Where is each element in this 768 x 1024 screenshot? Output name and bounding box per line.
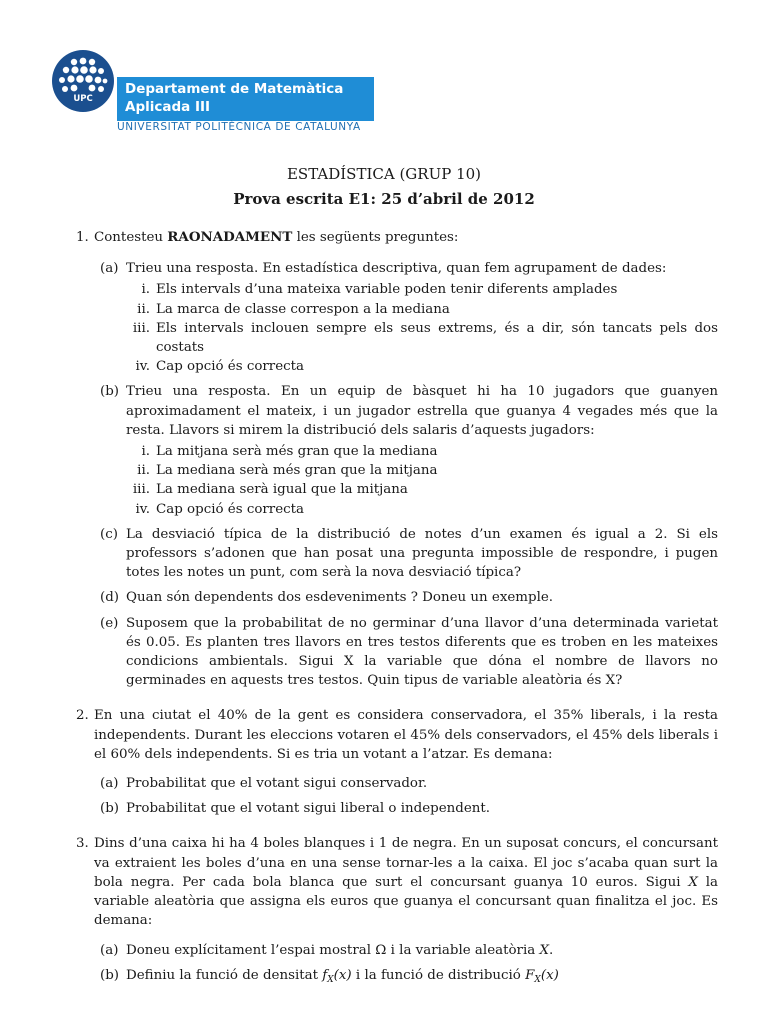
option-label: iii. xyxy=(132,482,150,498)
option-text: Cap opció és correcta xyxy=(156,359,304,375)
distribution-symbol: F xyxy=(525,967,535,983)
density-function xyxy=(322,968,351,983)
option-text: La mitjana serà més gran que la mediana xyxy=(156,444,438,460)
question-1-intro-bold: RAONADAMENT xyxy=(167,229,293,245)
option-label: iv. xyxy=(135,501,150,517)
title-block xyxy=(0,163,768,210)
distribution-function xyxy=(525,968,559,983)
subquestion-text-pre: Definiu la funció de densitat xyxy=(126,967,323,983)
question-1 xyxy=(70,228,718,690)
question-1b xyxy=(94,382,718,518)
question-3-text-post: la variable aleatòria que assigna els euros que guanya el concursant quan finalitza el joc. Es demana: xyxy=(94,874,718,929)
subquestion-label: (b) xyxy=(100,801,120,817)
subquestion-text: Probabilitat que el votant sigui conservador. xyxy=(126,776,428,792)
option-label: iv. xyxy=(135,359,150,375)
subquestion-label: (c) xyxy=(100,526,118,542)
question-2 xyxy=(70,706,718,818)
question-1e xyxy=(94,614,718,691)
options-list xyxy=(126,280,718,376)
question-1a xyxy=(94,259,718,376)
option-label: iii. xyxy=(132,320,150,336)
subquestion-text: Probabilitat que el votant sigui liberal o independent. xyxy=(126,801,491,817)
question-1d xyxy=(94,588,718,607)
question-2-text: En una ciutat el 40% de la gent es considera conservadora, el 35% liberals, i la resta independents. Durant les eleccions votaren el 45% dels conservadors, el 45% dels liberals i el 60% dels independents. Si es tria un votant a l’atzar. Es demana: xyxy=(94,708,718,762)
question-number: 1. xyxy=(76,230,89,245)
exam-title: ESTADÍSTICA (GRUP 10) xyxy=(286,165,482,183)
option-label: ii. xyxy=(137,301,150,317)
upc-logo xyxy=(52,50,114,112)
subquestion-text: Trieu una resposta. En estadística descriptiva, quan fem agrupament de dades: xyxy=(126,261,667,277)
logo-text: UPC xyxy=(73,94,93,104)
question-2b xyxy=(94,799,718,818)
option-text: La mediana serà més gran que la mitjana xyxy=(156,463,438,479)
subquestion-text-pre: Doneu explícitament l’espai mostral xyxy=(126,942,376,958)
department-name-line2: Aplicada III xyxy=(125,99,211,115)
option-item xyxy=(126,300,718,319)
subquestion-text: Quan són dependents dos esdeveniments ? Doneu un exemple. xyxy=(126,590,554,606)
question-number: 3. xyxy=(76,836,89,852)
subquestion-text: Suposem que la probabilitat de no germinar d’una llavor d’una determinada varietat és 0.05. Es planten tres llavors en tres testos diferents que es troben en les mateixes condicions ambientals. Sigui X la variable que dóna el nombre de llavors no germinades en aquests tres testos. Quin tipus de variable aleatòria és X? xyxy=(126,615,718,689)
question-1-intro-post: les següents preguntes: xyxy=(292,230,459,245)
question-1-intro-pre: Contesteu xyxy=(94,230,168,245)
exam-content xyxy=(70,228,718,990)
option-item xyxy=(126,480,718,499)
distribution-subscript: X xyxy=(534,974,541,985)
subquestion-label: (d) xyxy=(100,590,120,606)
question-3a xyxy=(94,941,718,960)
density-argument: (x) xyxy=(333,967,352,983)
question-number: 2. xyxy=(76,708,89,724)
subquestion-label: (b) xyxy=(100,967,120,983)
options-list xyxy=(126,442,718,519)
variable-x: X xyxy=(539,942,550,958)
subquestion-label: (a) xyxy=(100,261,119,277)
option-item xyxy=(126,357,718,376)
option-text: Els intervals inclouen sempre els seus extrems, és a dir, són tancats pels dos costats xyxy=(156,320,718,356)
option-text: Els intervals d’una mateixa variable poden tenir diferents amplades xyxy=(156,282,618,298)
subquestion-text: Trieu una resposta. En un equip de bàsquet hi ha 10 jugadors que guanyen aproximadament el mateix, i un jugador estrella que guanya 4 vegades més que la resta. Llavors si mirem la distribució dels salaris d’aquests jugadors: xyxy=(126,384,718,438)
exam-subtitle: Prova escrita E1: 25 d’abril de 2012 xyxy=(233,190,535,208)
option-text: La marca de classe correspon a la mediana xyxy=(156,301,450,317)
distribution-argument: (x) xyxy=(540,967,559,983)
omega-symbol: Ω xyxy=(375,942,387,958)
subquestion-text: La desviació típica de la distribució de notes d’un examen és igual a 2. Si els professors s’adonen que han posat una pregunta impossible de respondre, i pugen totes les notes un punt, com serà la nova desviació típica? xyxy=(126,526,718,581)
density-symbol: f xyxy=(322,967,328,983)
option-item xyxy=(126,280,718,299)
option-item xyxy=(126,319,718,357)
department-name-line1: Departament de Matemàtica xyxy=(125,81,344,97)
variable-x: X xyxy=(688,874,698,890)
subquestion-label: (e) xyxy=(100,615,119,631)
option-item xyxy=(126,500,718,519)
option-text: Cap opció és correcta xyxy=(156,501,304,517)
option-text: La mediana serà igual que la mitjana xyxy=(156,482,408,498)
question-1c xyxy=(94,525,718,583)
density-subscript: X xyxy=(327,974,334,985)
subquestion-text-mid: i la funció de distribució xyxy=(351,967,526,983)
subquestion-text-mid: i la variable aleatòria xyxy=(386,942,540,958)
option-label: i. xyxy=(141,282,150,298)
question-3 xyxy=(70,834,718,989)
logo-dots-icon xyxy=(52,50,114,112)
subquestion-text-post: . xyxy=(549,942,554,958)
subquestion-label: (a) xyxy=(100,942,119,958)
question-2a xyxy=(94,774,718,793)
question-3b xyxy=(94,966,718,990)
university-name: UNIVERSITAT POLITÈCNICA DE CATALUNYA xyxy=(117,121,361,133)
subquestion-label: (a) xyxy=(100,776,119,792)
option-item xyxy=(126,442,718,461)
option-label: i. xyxy=(141,444,150,460)
department-band xyxy=(117,77,374,121)
option-item xyxy=(126,461,718,480)
question-3-text-pre: Dins d’una caixa hi ha 4 boles blanques i 1 de negra. En un suposat concurs, el concursant va extraient les boles d’una en una sense tornar-les a la caixa. El joc s’acaba quan surt la bola negra. Per cada bola blanca que surt el concursant guanya 10 euros. Sigui xyxy=(94,836,718,890)
option-label: ii. xyxy=(137,463,150,479)
subquestion-label: (b) xyxy=(100,384,120,400)
